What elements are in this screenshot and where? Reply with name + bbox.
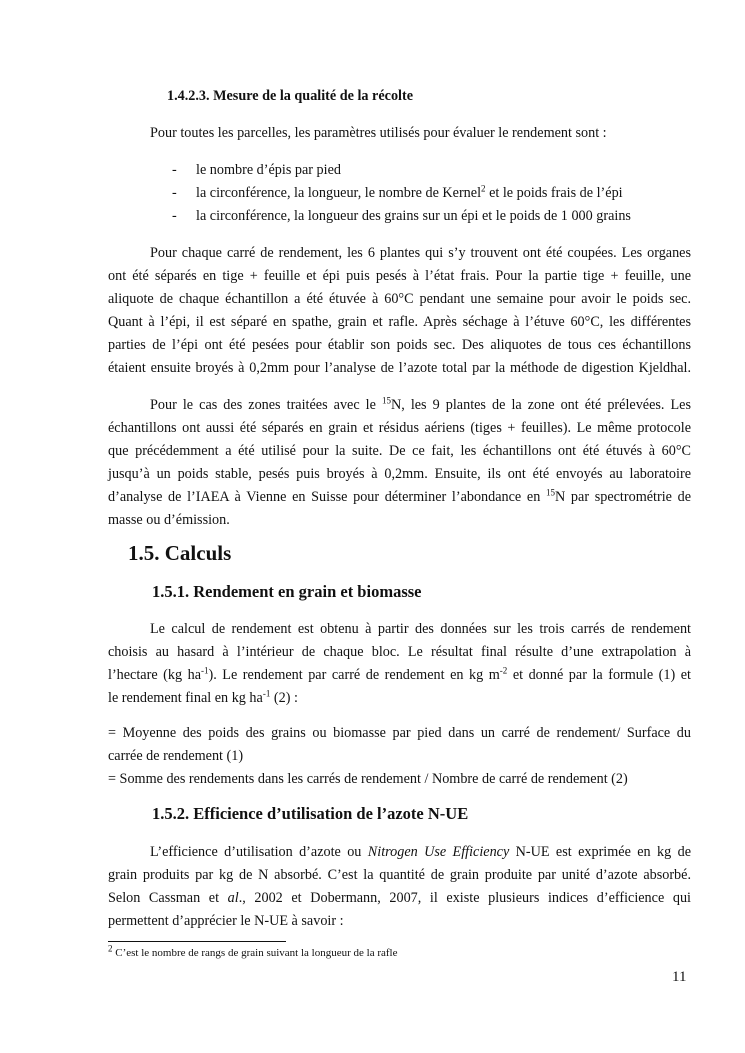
bullet-item — [172, 159, 341, 182]
bullet-dash: - — [172, 185, 177, 201]
text-line: L’efficience d’utilisation d’azote ou Nitrogen Use Efficiency N-UE est exprimée en kg de — [150, 844, 691, 860]
text-line: parties de l’épi ont été pesées pour établir son poids sec. Des aliquotes de tous ces échantillons — [108, 337, 691, 353]
text-line: jusqu’à un poids stable, pesés puis broyés à 0,2mm. Ensuite, ils ont été envoyés au laboratoire — [108, 466, 691, 482]
text-line: permettent d’apprécier le N-UE à savoir : — [108, 913, 344, 929]
text-line: Quant à l’épi, il est séparé en spathe, grain et rafle. Après séchage à l’étuve 60°C, les différentes — [108, 314, 691, 330]
footnote-number: 2 — [108, 943, 113, 954]
bullet-item — [172, 205, 631, 228]
section-heading-1-5: 1.5. Calculs — [128, 541, 232, 565]
paragraph-yield-calc — [108, 618, 691, 710]
text-line: Selon Cassman et al., 2002 et Dobermann, 2007, il existe plusieurs indices d’efficience qui — [108, 890, 691, 906]
text-line: aliquote de chaque échantillon a été étuvée à 60°C pendant une semaine pour avoir le poids sec. — [108, 291, 691, 307]
text-line: Pour le cas des zones traitées avec le $^{15}$N, les 9 plantes de la zone ont été prélevées. Les — [150, 395, 691, 413]
bullet-text-end: et le poids frais de l’épi — [485, 185, 623, 201]
subsection-heading-1-5-1: 1.5.1. Rendement en grain et biomasse — [152, 582, 422, 601]
paragraph-harvest-samples — [108, 242, 691, 380]
text-line: d’analyse de l’IAEA à Vienne en Suisse pour déterminer l’abondance en $^{15}$N par spectrométrie de — [108, 487, 692, 505]
paragraph-nue — [108, 841, 691, 933]
formula-2-line: = Somme des rendements dans les carrés de rendement / Nombre de carré de rendement (2) — [108, 771, 628, 787]
text-line: l’hectare (kg $ha^{-1}$). Le rendement par carré de rendement en kg $m^{-2}$ et donné par la formule (1) et — [108, 665, 691, 683]
intro-line: Pour toutes les parcelles, les paramètres utilisés pour évaluer le rendement sont : — [150, 125, 607, 141]
text-line: choisis au hasard à l’intérieur de chaque bloc. Le résultat final résulte d’une extrapolation à — [108, 644, 691, 660]
text-line: grain produits par kg de N absorbé. C’est la quantité de grain produite par unité d’azote absorbé. — [108, 867, 691, 883]
subsection-heading-1-4-2-3: 1.4.2.3. Mesure de la qualité de la récolte — [167, 88, 414, 104]
bullet-text: la circonférence, la longueur des grains sur un épi et le poids de 1 000 grains — [196, 208, 631, 224]
page-number: 11 — [672, 969, 687, 985]
bullet-text: le nombre d’épis par pied — [196, 162, 341, 178]
text-line: Pour chaque carré de rendement, les 6 plantes qui s’y trouvent ont été coupées. Les organes — [150, 245, 691, 261]
bullet-dash: - — [172, 162, 177, 178]
bullet-dash: - — [172, 208, 177, 224]
bullet-item — [172, 182, 623, 205]
footnote — [108, 943, 398, 959]
text-line: que précédemment a été utilisé pour la suite. De ce fait, les échantillons ont été étuvés à 60°C — [108, 443, 691, 459]
text-line: Le calcul de rendement est obtenu à partir des données sur les trois carrés de rendement — [150, 621, 691, 637]
formula-1-line: carrée de rendement (1) — [108, 748, 244, 764]
text-line: masse ou d’émission. — [108, 512, 230, 528]
text-line: échantillons ont aussi été séparés en grain et résidus aériens (tiges + feuilles). Le même protocole — [108, 420, 691, 436]
footnote-ref: 2 — [481, 183, 486, 194]
formula-block — [108, 722, 691, 791]
footnote-text: C’est le nombre de rangs de grain suivant la longueur de la rafle — [112, 947, 398, 959]
subsection-heading-1-5-2: 1.5.2. Efficience d’utilisation de l’azote N-UE — [152, 804, 469, 823]
footnote-separator — [108, 941, 286, 942]
text-line: le rendement final en kg $ha^{-1}$ (2) : — [108, 688, 298, 706]
text-line: ont été séparés en tige + feuille et épi puis pesés à l’état frais. Pour la partie tige + feuille, une — [108, 268, 691, 284]
bullet-text: la circonférence, la longueur, le nombre de Kernel — [196, 185, 482, 201]
formula-1-line: = Moyenne des poids des grains ou biomasse par pied dans un carré de rendement/ Surface du — [108, 725, 691, 741]
paragraph-15n-zones — [108, 394, 691, 532]
text-line: étaient ensuite broyés à 0,2mm pour l’analyse de l’azote total par la méthode de digestion Kjeldhal. — [108, 360, 691, 376]
